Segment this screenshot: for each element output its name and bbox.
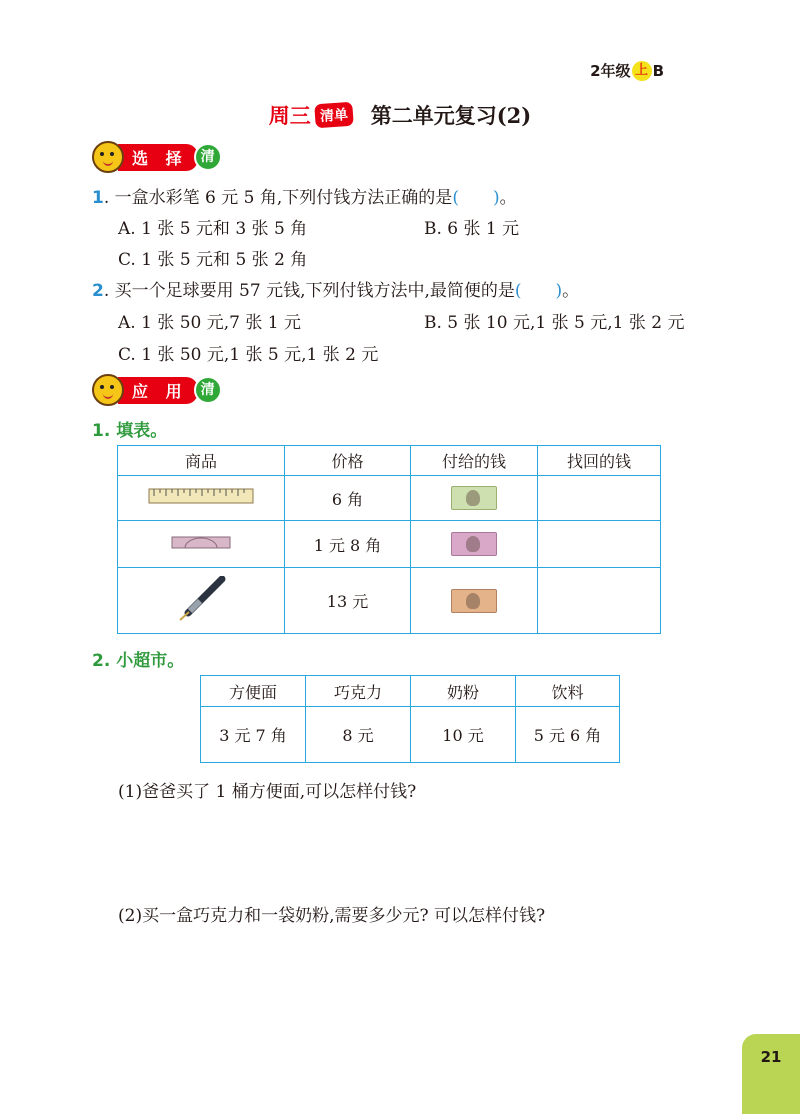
option-b: B. 6 张 1 元 [424, 219, 520, 239]
section-choice-label: 选 择 [118, 144, 198, 171]
1-yuan-note-icon [451, 486, 497, 510]
product-price: 3 元 7 角 [201, 707, 306, 763]
price-cell: 1 元 8 角 [285, 521, 411, 568]
change-cell[interactable] [538, 476, 661, 521]
table-row [118, 476, 661, 521]
item-cell [118, 568, 285, 634]
question-text: . 买一个足球要用 57 元钱,下列付钱方法中,最简便的是 [103, 281, 515, 301]
bee-mascot-icon [92, 141, 124, 173]
page-number: 21 [742, 1034, 800, 1114]
header-cell: 商品 [118, 446, 285, 476]
question-end: 。 [562, 281, 580, 301]
question-text: . 一盒水彩笔 6 元 5 角,下列付钱方法正确的是 [103, 188, 453, 208]
sub-question-2: (2)买一盒巧克力和一袋奶粉,需要多少元? 可以怎样付钱? [118, 906, 546, 926]
option-b: B. 5 张 10 元,1 张 5 元,1 张 2 元 [424, 313, 685, 333]
option-a: A. 1 张 5 元和 3 张 5 角 [118, 219, 308, 239]
option-c: C. 1 张 5 元和 5 张 2 角 [118, 250, 308, 270]
choice-question-1 [92, 183, 517, 208]
table-row [201, 707, 620, 763]
page-title [0, 100, 800, 130]
title-day: 周三 [268, 103, 311, 128]
header-cell: 找回的钱 [538, 446, 661, 476]
task-number: 2 [92, 651, 104, 671]
header-cell: 价格 [285, 446, 411, 476]
ruler-icon [148, 488, 254, 504]
choice-question-2 [92, 276, 579, 301]
product-price: 5 元 6 角 [516, 707, 620, 763]
paid-cell [411, 568, 538, 634]
section-apply-label: 应 用 [118, 377, 198, 404]
fill-table [117, 445, 661, 634]
semester-badge: 上 [632, 61, 652, 81]
option-c: C. 1 张 50 元,1 张 5 元,1 张 2 元 [118, 345, 379, 365]
task-title-text: . 小超市。 [103, 651, 185, 671]
question-end: 。 [499, 188, 517, 208]
price-cell: 6 角 [285, 476, 411, 521]
product-name: 巧克力 [306, 676, 411, 707]
product-name: 饮料 [516, 676, 620, 707]
grade-suffix: B [652, 61, 664, 80]
price-cell: 13 元 [285, 568, 411, 634]
section-choice-header [92, 141, 222, 173]
answer-blank[interactable]: ( ) [514, 281, 563, 301]
question-number: 2 [92, 281, 104, 301]
table-row [118, 521, 661, 568]
section-apply-header [92, 374, 222, 406]
sub-question-1: (1)爸爸买了 1 桶方便面,可以怎样付钱? [118, 782, 417, 802]
task-2-title [92, 646, 184, 671]
5-yuan-note-icon [451, 532, 497, 556]
task-1-title [92, 416, 167, 441]
section-badge: 清 [194, 376, 222, 404]
protractor-icon [171, 534, 231, 550]
table-header-row [201, 676, 620, 707]
paid-cell [411, 521, 538, 568]
answer-blank[interactable]: ( ) [452, 188, 500, 208]
bee-mascot-icon [92, 374, 124, 406]
header-cell: 付给的钱 [411, 446, 538, 476]
product-name: 方便面 [201, 676, 306, 707]
question-number: 1 [92, 188, 104, 208]
table-header-row [118, 446, 661, 476]
change-cell[interactable] [538, 521, 661, 568]
task-number: 1 [92, 421, 104, 441]
grade-text: 2年级 [590, 62, 631, 80]
title-stamp: 清单 [314, 102, 354, 129]
option-a: A. 1 张 50 元,7 张 1 元 [118, 313, 301, 333]
item-cell [118, 476, 285, 521]
supermarket-table [200, 675, 620, 763]
task-title-text: . 填表。 [103, 421, 168, 441]
20-yuan-note-icon [451, 589, 497, 613]
paid-cell [411, 476, 538, 521]
product-price: 8 元 [306, 707, 411, 763]
grade-label [590, 60, 664, 81]
table-row [118, 568, 661, 634]
change-cell[interactable] [538, 568, 661, 634]
item-cell [118, 521, 285, 568]
section-badge: 清 [194, 143, 222, 171]
title-unit: 第二单元复习(2) [370, 103, 532, 128]
product-price: 10 元 [411, 707, 516, 763]
product-name: 奶粉 [411, 676, 516, 707]
fountain-pen-icon [176, 576, 226, 622]
